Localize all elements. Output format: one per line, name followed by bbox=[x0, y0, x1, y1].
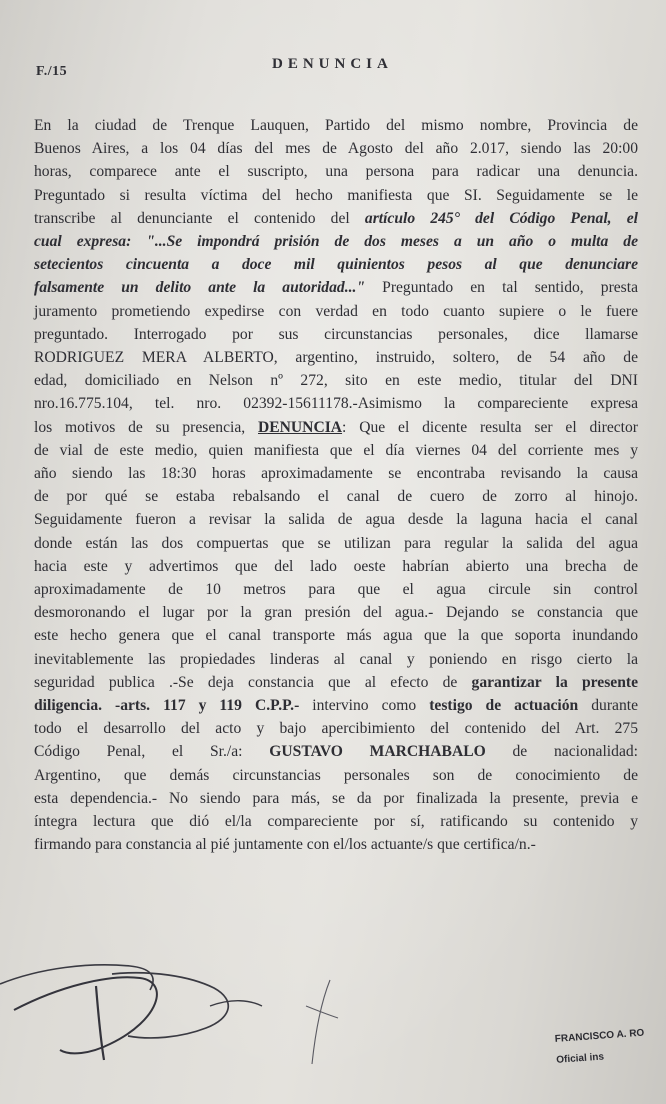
body-text: de nacionalidad: bbox=[485, 743, 638, 761]
body-line: edad, domiciliado en Nelson nº 272, sito en este medio, titular del DNI bbox=[34, 372, 638, 390]
body-text: intervino como bbox=[299, 697, 430, 715]
body-text: durante bbox=[578, 697, 639, 715]
body-line: nro.16.775.104, tel. nro. 02392-15611178.-Asimismo la compareciente expresa bbox=[34, 395, 638, 413]
body-line bbox=[34, 694, 638, 717]
body-text: seguridad publica .-Se deja constancia que al efecto de bbox=[34, 673, 472, 691]
legal-quote-line: setecientos cincuenta a doce mil quinientos pesos al que denunciare bbox=[34, 256, 638, 274]
body-line: de por qué se estaba rebalsando el canal de cuero de zorro al hinojo. bbox=[34, 488, 638, 506]
body-line: juramento prometiendo expedirse con verdad en todo cuanto supiere o le fuere bbox=[34, 302, 638, 320]
stamp-officer-name: FRANCISCO A. RO bbox=[554, 1027, 645, 1045]
body-line: de vial de este medio, quien manifiesta que el día viernes 04 del corriente mes y bbox=[34, 441, 638, 459]
body-line: Argentino, que demás circunstancias personales son de conocimiento de bbox=[34, 766, 638, 784]
body-line: íntegra lectura que dió el/la compareciente por sí, ratificando su contenido y bbox=[34, 813, 638, 831]
body-text: los motivos de su presencia, bbox=[34, 418, 258, 436]
body-line: donde están las dos compuertas que se utilizan para regular la salida del agua bbox=[34, 534, 638, 552]
body-line: aproximadamente de 10 metros para que el agua circule sin control bbox=[34, 581, 638, 599]
denuncia-heading: DENUNCIA bbox=[258, 418, 343, 436]
body-text: transcribe al denunciante el contenido del bbox=[34, 209, 365, 227]
body-line: Preguntado si resulta víctima del hecho manifiesta que SI. Seguidamente se le bbox=[34, 186, 638, 204]
legal-quote-line: cual expresa: "...Se impondrá prisión de dos meses a un año o multa de bbox=[34, 233, 638, 251]
body-line: esta dependencia.- No siendo para más, se da por finalizada la presente, previa e bbox=[34, 789, 638, 807]
body-line bbox=[34, 416, 638, 439]
body-line bbox=[34, 207, 638, 230]
body-line bbox=[34, 671, 638, 694]
body-line: preguntado. Interrogado por sus circunstancias personales, dice llamarse bbox=[34, 325, 638, 343]
body-line: desmoronando el lugar por la gran presión del agua.- Dejando se constancia que bbox=[34, 604, 638, 622]
body-line: inevitablemente las propiedades linderas al canal y poniendo en risgo cierto la bbox=[34, 650, 638, 668]
body-line bbox=[34, 276, 638, 299]
body-bold-text: testigo de actuación bbox=[429, 697, 579, 715]
document-body bbox=[34, 114, 638, 857]
body-bold-text: diligencia. -arts. 117 y 119 C.P.P.- bbox=[34, 697, 300, 715]
body-line: Seguidamente fueron a revisar la salida de agua desde la laguna hacia el canal bbox=[34, 511, 638, 529]
document-title: DENUNCIA bbox=[272, 56, 393, 72]
body-line: firmando para constancia al pié juntamente con el/los actuante/s que certifica/n.- bbox=[34, 836, 536, 854]
legal-article-reference: artículo 245° del Código Penal, el bbox=[364, 209, 638, 227]
body-line: Buenos Aires, a los 04 días del mes de Agosto del año 2.017, siendo las 20:00 bbox=[34, 140, 638, 158]
body-line: horas, comparece ante el suscripto, una persona para radicar una denuncia. bbox=[34, 163, 638, 181]
body-line: En la ciudad de Trenque Lauquen, Partido del mismo nombre, Provincia de bbox=[34, 117, 638, 134]
witness-name: GUSTAVO MARCHABALO bbox=[269, 743, 486, 761]
body-line: RODRIGUEZ MERA ALBERTO, argentino, instruido, soltero, de 54 año de bbox=[34, 349, 638, 367]
body-line: todo el desarrollo del acto y bajo apercibimiento del contenido del Art. 275 bbox=[34, 720, 638, 738]
body-line: este hecho genera que el canal transporte más agua que la que soporta inundando bbox=[34, 627, 638, 645]
stamp-officer-role: Oficial ins bbox=[555, 1051, 605, 1066]
body-text: : Que el dicente resulta ser el director bbox=[342, 418, 638, 436]
body-bold-text: garantizar la presente bbox=[471, 673, 638, 691]
document-reference: F./15 bbox=[36, 64, 68, 79]
legal-quote-end: falsamente un delito ante la autoridad..." bbox=[34, 279, 366, 297]
body-line bbox=[34, 740, 638, 763]
official-stamp bbox=[554, 1026, 666, 1082]
body-text: Preguntado en tal sentido, presta bbox=[365, 279, 639, 297]
body-text: Código Penal, el Sr./a: bbox=[34, 743, 270, 761]
body-line: año siendo las 18:30 horas aproximadamente se encontraba revisando la causa bbox=[34, 465, 638, 483]
body-line: hacia este y advertimos que del lado oeste habrían abierto una brecha de bbox=[34, 557, 638, 575]
